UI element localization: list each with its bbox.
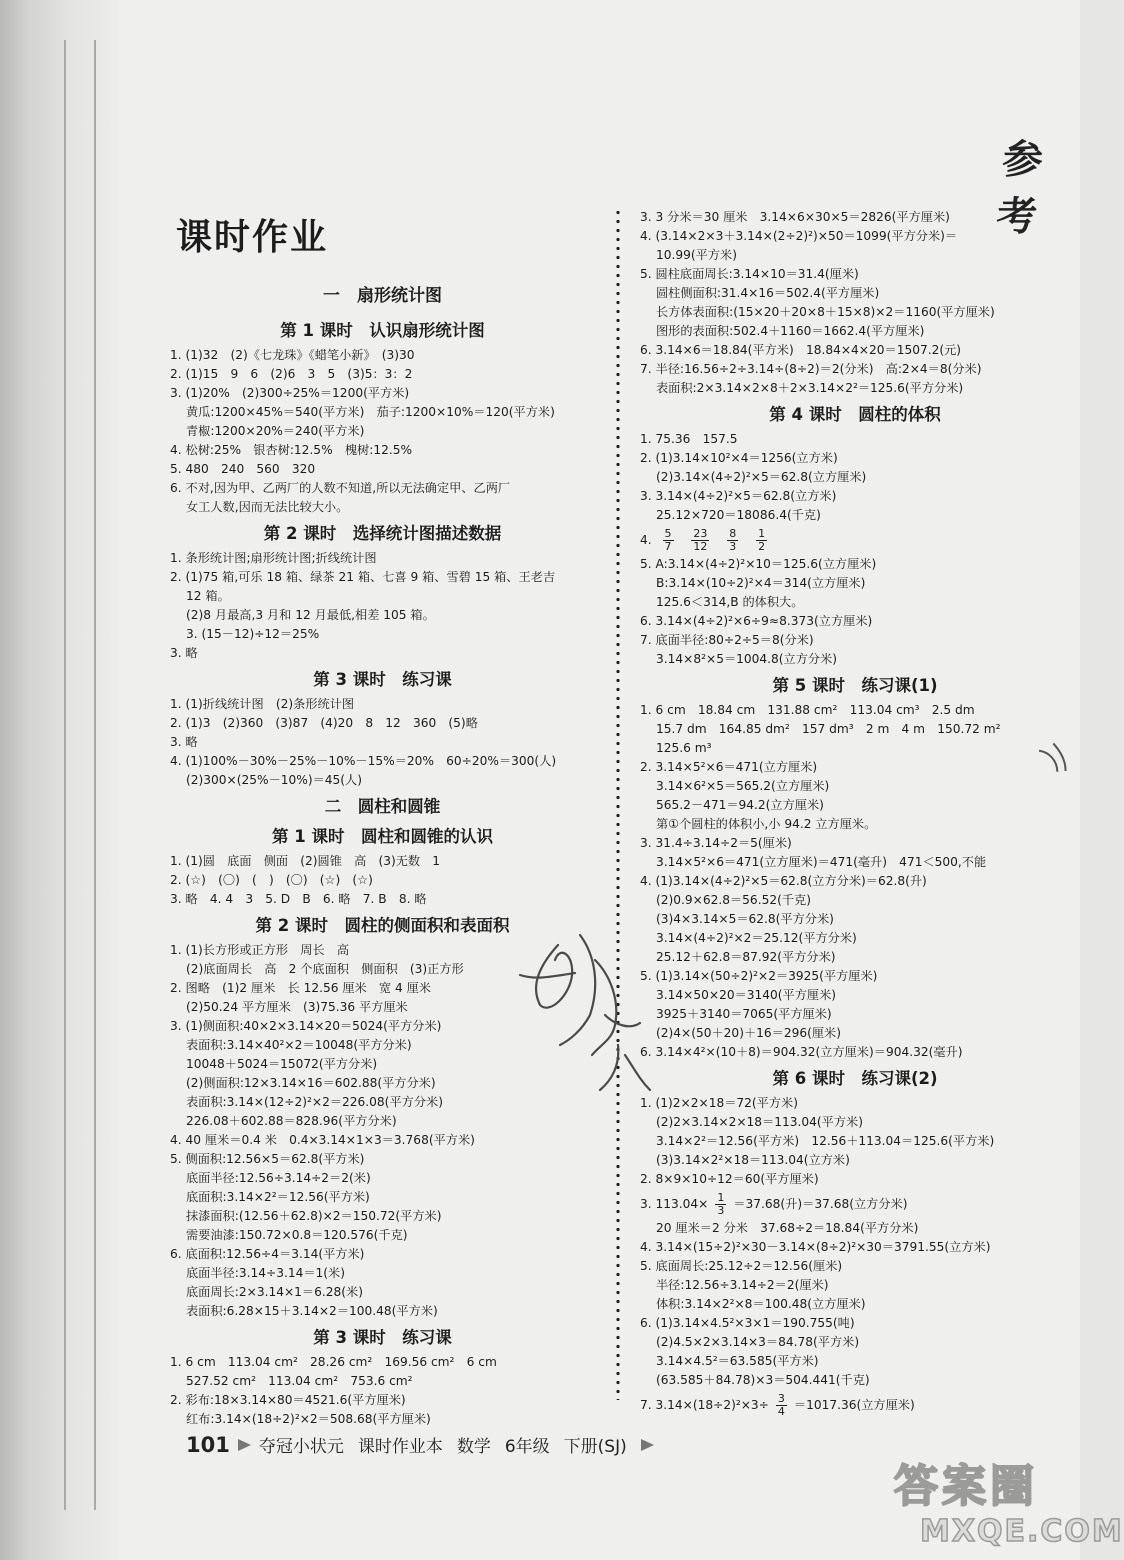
answer-line: 1. (1)长方形或正方形 周长 高 — [170, 943, 350, 957]
answer-line: 5. (1)3.14×(50÷2)²×2＝3925(平方厘米) — [640, 969, 878, 983]
arrow-icon — [238, 1439, 251, 1451]
answer-line: (2)8 月最高,3 月和 12 月最低,相差 105 箱。 — [186, 608, 435, 622]
corner-title: 参考 — [994, 137, 1048, 240]
page-title: 课时作业 — [176, 217, 329, 258]
answer-line: (3)4×3.14×5＝62.8(平方分米) — [656, 912, 834, 926]
answer-block — [170, 852, 595, 909]
answer-line: 4. (3.14×2×3＋3.14×(2÷2)²)×50＝1099(平方分米)＝ — [640, 229, 958, 243]
numerator: 23 — [693, 527, 708, 540]
answer-line: 体积:3.14×2²×8＝100.48(立方厘米) — [656, 1297, 866, 1311]
page-number: 101 — [186, 1433, 230, 1457]
answer-line: 底面积:3.14×2²＝12.56(平方米) — [186, 1190, 370, 1204]
answer-line: 4. (1)100%－30%－25%－10%－15%＝20% 60÷20%＝300(人) — [170, 754, 557, 768]
denominator: 4 — [777, 1405, 785, 1418]
answer-line: 10.99(平方米) — [656, 248, 737, 262]
answer-line: 表面积:2×3.14×2×8＋2×3.14×2²＝125.6(平方分米) — [656, 381, 964, 395]
fraction-answer-line — [640, 525, 1070, 555]
numerator: 5 — [664, 527, 672, 540]
book-type: 课时作业本 — [357, 1437, 443, 1457]
grade: 6年级 — [504, 1437, 550, 1457]
lesson-heading: 第 5 课时 练习课(1) — [772, 676, 938, 695]
answer-line: 6. (1)3.14×4.5²×3×1＝190.755(吨) — [640, 1316, 855, 1330]
answer-line: (2)50.24 平方厘米 (3)75.36 平方厘米 — [186, 1000, 408, 1014]
answer-line: 5. 侧面积:12.56×5＝62.8(平方米) — [170, 1152, 365, 1166]
answer-line: 3. 3 分米＝30 厘米 3.14×6×30×5＝2826(平方厘米) — [640, 210, 950, 224]
book-series: 夺冠小状元 — [258, 1437, 344, 1457]
answer-line: 25.12×720＝18086.4(千克) — [656, 508, 821, 522]
lesson-heading: 第 1 课时 认识扇形统计图 — [280, 321, 485, 340]
answer-line: 4. 松树:25% 银杏树:12.5% 槐树:12.5% — [170, 443, 413, 457]
answer-line: 3. 3.14×(4÷2)²×5＝62.8(立方米) — [640, 489, 837, 503]
answer-line: 2. 彩布:18×3.14×80＝4521.6(平方厘米) — [170, 1393, 406, 1407]
fraction — [756, 528, 767, 553]
answer-line: (2)2×3.14×2×18＝113.04(平方米) — [656, 1115, 863, 1129]
spine-crease — [64, 40, 66, 1510]
unit-heading: 二 圆柱和圆锥 — [324, 797, 441, 816]
answer-line: 5. A:3.14×(4÷2)²×10＝125.6(立方厘米) — [640, 557, 877, 571]
answer-line: 3.14×2²＝12.56(平方米) 12.56＋113.04＝125.6(平方米) — [656, 1134, 995, 1148]
lesson-heading: 第 1 课时 圆柱和圆锥的认识 — [272, 827, 493, 846]
answer-block — [170, 1353, 595, 1429]
answer-line: 5. 480 240 560 320 — [170, 462, 316, 476]
expression-part: 7. 3.14×(18÷2)²×3÷ — [640, 1398, 769, 1412]
answer-block — [640, 208, 1070, 398]
answer-line: 3.14×8²×5＝1004.8(立方分米) — [656, 652, 838, 666]
expression-part: ＝1017.36(立方厘米) — [793, 1398, 915, 1412]
answer-line: 1. 6 cm 113.04 cm² 28.26 cm² 169.56 cm² 6 cm — [170, 1355, 497, 1369]
answer-block — [170, 695, 595, 790]
answer-line: 3925＋3140＝7065(平方厘米) — [656, 1007, 832, 1021]
answer-line: (3)3.14×2²×18＝113.04(立方米) — [656, 1153, 850, 1167]
fraction-answer-line — [640, 1189, 1070, 1219]
lesson-heading: 第 3 课时 练习课 — [313, 670, 452, 689]
fraction-answer-line — [640, 1390, 1070, 1420]
answer-line: 表面积:3.14×(12÷2)²×2＝226.08(平方分米) — [186, 1095, 443, 1109]
answer-line: 表面积:3.14×40²×2＝10048(平方分米) — [186, 1038, 412, 1052]
answer-line: 4. 3.14×(15÷2)²×30－3.14×(8÷2)²×30＝3791.55(立方米) — [640, 1240, 991, 1254]
answer-line: 3. 略 — [170, 646, 198, 660]
answer-block — [640, 701, 1070, 1062]
answer-line: 第①个圆柱的体积小,小 94.2 立方厘米。 — [656, 817, 877, 831]
answer-block — [170, 346, 595, 517]
lesson-heading: 第 3 课时 练习课 — [313, 1328, 452, 1347]
answer-line: 1. 75.36 157.5 — [640, 432, 738, 446]
answer-line: 6. 3.14×6＝18.84(平方米) 18.84×4×20＝1507.2(元) — [640, 343, 962, 357]
answer-line: 226.08＋602.88＝828.96(平方分米) — [186, 1114, 397, 1128]
answer-line: 1. (1)折线统计图 (2)条形统计图 — [170, 697, 355, 711]
denominator: 7 — [664, 540, 672, 553]
answer-line: 1. (1)2×2×18＝72(平方米) — [640, 1096, 798, 1110]
right-column — [640, 208, 1070, 1420]
answer-line: 1. 条形统计图;扇形统计图;折线统计图 — [170, 551, 377, 565]
answer-line: 2. (1)3 (2)360 (3)87 (4)20 8 12 360 (5)略 — [170, 716, 478, 730]
answer-line: 3. (1)20% (2)300÷25%＝1200(平方米) — [170, 386, 410, 400]
answer-line: 表面积:6.28×15＋3.14×2＝100.48(平方米) — [186, 1304, 438, 1318]
answer-line: 3. 31.4÷3.14÷2＝5(厘米) — [640, 836, 792, 850]
answer-line: 6. 3.14×(4÷2)²×6÷9≈8.373(立方厘米) — [640, 614, 873, 628]
answer-line: 2. (1)15 9 6 (2)6 3 5 (3)5：3：2 — [170, 367, 413, 381]
fraction — [727, 528, 738, 553]
fraction — [691, 528, 709, 553]
numerator: 8 — [729, 527, 737, 540]
handwritten-scribble — [500, 905, 670, 1105]
answer-block — [640, 430, 1070, 669]
answer-line: 青椒:1200×20%＝240(平方米) — [186, 424, 365, 438]
denominator: 2 — [758, 540, 766, 553]
answer-line: (2)0.9×62.8＝56.52(千克) — [656, 893, 811, 907]
answer-line: (2)300×(25%－10%)＝45(人) — [186, 773, 363, 787]
answer-line: 6. 3.14×4²×(10＋8)＝904.32(立方厘米)＝904.32(毫升) — [640, 1045, 963, 1059]
answer-line: 12 箱。 — [186, 589, 230, 603]
answer-line: 6. 不对,因为甲、乙两厂的人数不知道,所以无法确定甲、乙两厂 — [170, 481, 511, 495]
volume: 下册(SJ) — [563, 1437, 627, 1457]
answer-line: (2)底面周长 高 2 个底面积 侧面积 (3)正方形 — [186, 962, 464, 976]
answer-line: 4. (1)3.14×(4÷2)²×5＝62.8(立方分米)＝62.8(升) — [640, 874, 927, 888]
answer-line: 10048＋5024＝15072(平方分米) — [186, 1057, 378, 1071]
watermark — [880, 1448, 1124, 1560]
answer-line: 15.7 dm 164.85 dm² 157 dm³ 2 m 4 m 150.72 m² — [656, 722, 1001, 736]
answer-line: 半径:12.56÷3.14÷2＝2(厘米) — [656, 1278, 829, 1292]
answer-line: 20 厘米＝2 分米 37.68÷2＝18.84(平方分米) — [656, 1221, 919, 1235]
denominator: 3 — [717, 1204, 725, 1217]
page-footer — [186, 1432, 662, 1457]
answer-line: 2. 图略 (1)2 厘米 长 12.56 厘米 宽 4 厘米 — [170, 981, 431, 995]
column-divider — [616, 208, 620, 1400]
answer-line: 黄瓜:1200×45%＝540(平方米) 茄子:1200×10%＝120(平方米) — [186, 405, 555, 419]
answer-line: 底面半径:12.56÷3.14÷2＝2(米) — [186, 1171, 371, 1185]
answer-line: 6. 底面积:12.56÷4＝3.14(平方米) — [170, 1247, 365, 1261]
answer-line: 抹漆面积:(12.56＋62.8)×2＝150.72(平方米) — [186, 1209, 442, 1223]
answer-line: (63.585＋84.78)×3＝504.441(千克) — [656, 1373, 870, 1387]
answer-line: 1. 6 cm 18.84 cm 131.88 cm² 113.04 cm³ 2.5 dm — [640, 703, 975, 717]
answer-line: B:3.14×(10÷2)²×4＝314(立方厘米) — [656, 576, 866, 590]
fraction — [663, 528, 674, 553]
answer-line: 红布:3.14×(18÷2)²×2＝508.68(平方厘米) — [186, 1412, 431, 1426]
fraction — [715, 1192, 726, 1217]
answer-line: 25.12＋62.8＝87.92(平方分米) — [656, 950, 836, 964]
denominator: 12 — [693, 540, 708, 553]
answer-line: 125.6＜314,B 的体积大。 — [656, 595, 804, 609]
expression-part: ＝37.68(升)＝37.68(立方分米) — [733, 1197, 908, 1211]
answer-line: 2. (☆) (〇) ( ) (〇) (☆) (☆) — [170, 873, 373, 887]
answer-line: 5. 底面周长:25.12÷2＝12.56(厘米) — [640, 1259, 843, 1273]
left-column — [170, 214, 595, 1429]
expression-part: 3. 113.04× — [640, 1197, 709, 1211]
answer-line: 565.2－471＝94.2(立方厘米) — [656, 798, 824, 812]
answer-line: (2)4.5×2×3.14×3＝84.78(平方米) — [656, 1335, 860, 1349]
answer-line: 3. (1)侧面积:40×2×3.14×20＝5024(平方分米) — [170, 1019, 442, 1033]
numerator: 3 — [777, 1392, 785, 1405]
numerator: 1 — [717, 1191, 725, 1204]
answer-line: 底面周长:2×3.14×1＝6.28(米) — [186, 1285, 363, 1299]
answer-line: 5. 圆柱底面周长:3.14×10＝31.4(厘米) — [640, 267, 859, 281]
answer-line: 2. 3.14×5²×6＝471(立方厘米) — [640, 760, 818, 774]
watermark-url: MXQE.COM — [920, 1514, 1124, 1549]
book-spine — [0, 0, 118, 1560]
answer-block — [640, 1094, 1070, 1420]
answer-line: 女工人数,因而无法比较大小。 — [186, 500, 349, 514]
answer-line: (2)侧面积:12×3.14×16＝602.88(平方分米) — [186, 1076, 436, 1090]
answer-line: (2)4×(50＋20)＋16＝296(厘米) — [656, 1026, 841, 1040]
answer-line: 2. (1)3.14×10²×4＝1256(立方米) — [640, 451, 838, 465]
answer-line: 1. (1)圆 底面 侧面 (2)圆锥 高 (3)无数 1 — [170, 854, 441, 868]
lesson-heading: 第 2 课时 选择统计图描述数据 — [263, 524, 502, 543]
answer-line: 3.14×(4÷2)²×2＝25.12(平方分米) — [656, 931, 857, 945]
subject: 数学 — [456, 1437, 491, 1457]
answer-line: 图形的表面积:502.4＋1160＝1662.4(平方厘米) — [656, 324, 925, 338]
answer-line: 7. 底面半径:80÷2÷5＝8(分米) — [640, 633, 814, 647]
question-number: 4. — [640, 533, 652, 547]
answer-line: 2. 8×9×10÷12＝60(平方厘米) — [640, 1172, 819, 1186]
answer-line: 3.14×4.5²＝63.585(平方米) — [656, 1354, 819, 1368]
answer-line: 2. (1)75 箱,可乐 18 箱、绿茶 21 箱、七喜 9 箱、雪碧 15 箱、王老吉 — [170, 570, 556, 584]
spine-crease — [94, 40, 96, 1510]
answer-line: 底面半径:3.14÷3.14＝1(米) — [186, 1266, 345, 1280]
answer-line: 3.14×6²×5＝565.2(立方厘米) — [656, 779, 830, 793]
answer-line: 7. 半径:16.56÷2÷3.14÷(8÷2)＝2(分米) 高:2×4＝8(分米) — [640, 362, 982, 376]
answer-line: (2)3.14×(4÷2)²×5＝62.8(立方厘米) — [656, 470, 867, 484]
answer-line: 527.52 cm² 113.04 cm² 753.6 cm² — [186, 1374, 413, 1388]
answer-line: 4. 40 厘米＝0.4 米 0.4×3.14×1×3＝3.768(平方米) — [170, 1133, 475, 1147]
answer-line: 125.6 m³ — [656, 741, 712, 755]
numerator: 1 — [758, 527, 766, 540]
answer-line: 长方体表面积:(15×20＋20×8＋15×8)×2＝1160(平方厘米) — [656, 305, 995, 319]
answer-line: 圆柱侧面积:31.4×16＝502.4(平方厘米) — [656, 286, 880, 300]
fraction — [776, 1393, 787, 1418]
lesson-heading: 第 2 课时 圆柱的侧面积和表面积 — [255, 916, 510, 935]
answer-block — [170, 549, 595, 663]
answer-line: 3.14×5²×6＝471(立方厘米)＝471(毫升) 471＜500,不能 — [656, 855, 987, 869]
answer-line: 3. 略 — [170, 735, 198, 749]
watermark-text: 答案圈 — [894, 1461, 1038, 1512]
lesson-heading: 第 4 课时 圆柱的体积 — [769, 405, 941, 424]
answer-line: 1. (1)32 (2)《七龙珠》《蜡笔小新》 (3)30 — [170, 348, 415, 362]
answer-line: 3. (15－12)÷12＝25% — [186, 627, 320, 641]
answer-line: 3.14×50×20＝3140(平方厘米) — [656, 988, 837, 1002]
denominator: 3 — [729, 540, 737, 553]
unit-heading: 一 扇形统计图 — [323, 286, 442, 306]
arrow-icon — [641, 1439, 654, 1451]
answer-line: 3. 略 4. 4 3 5. D B 6. 略 7. B 8. 略 — [170, 892, 427, 906]
lesson-heading: 第 6 课时 练习课(2) — [772, 1069, 938, 1088]
answer-line: 需要油漆:150.72×0.8＝120.576(千克) — [186, 1228, 408, 1242]
